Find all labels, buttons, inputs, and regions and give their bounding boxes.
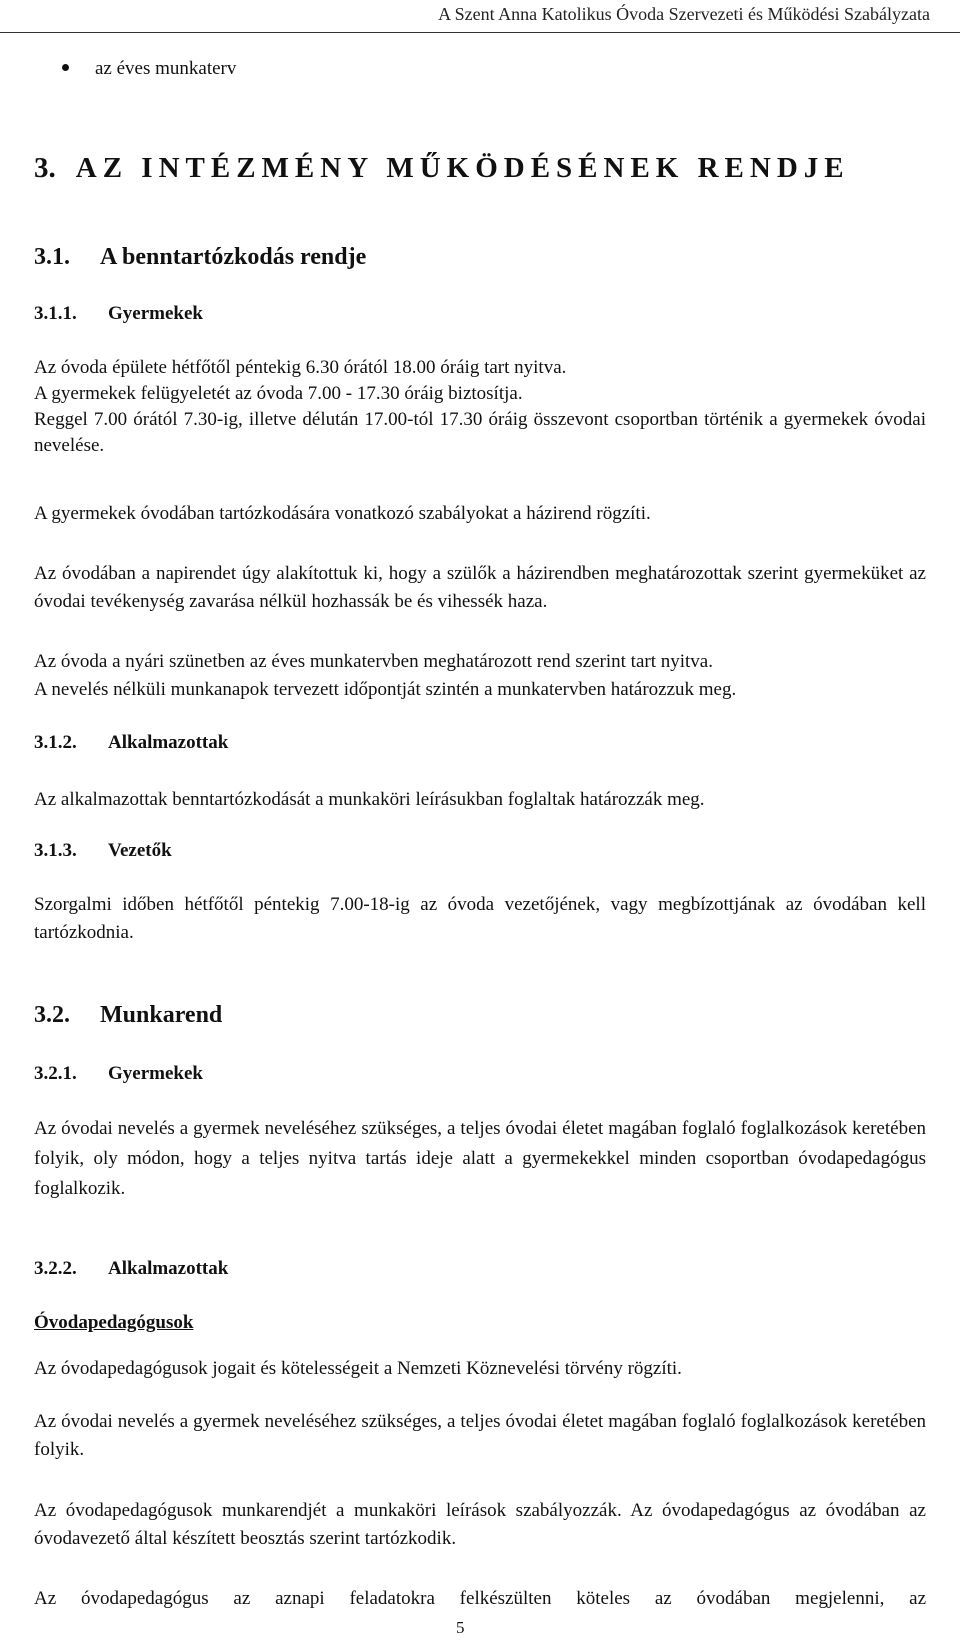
paragraph-teacher-schedule: Az óvodapedagógusok munkarendjét a munkaköri leírások szabályozzák. Az óvodapedagógus az óvodában az óvodavezető által készített beosztás szerint tartózkodik. [34,1500,926,1549]
text-line: Reggel 7.00 órától 7.30-ig, illetve délután 17.00-tól 17.30 óráig összevont csoportban történik a gyermekek óvodai nevelése. [34,409,926,456]
paragraph-opening-hours [34,355,926,459]
bullet-item [62,58,236,80]
text-line: A nevelés nélküli munkanapok tervezett időpontját szintén a munkatervben határozzuk meg. [34,679,737,700]
page-number: 5 [456,1618,465,1637]
subsection-number: 3.1.3. [34,840,77,861]
text-line: A gyermekek felügyeletét az óvoda 7.00 - 17.30 óráig biztosítja. [34,383,523,404]
subsection-number: 3.1.2. [34,732,77,753]
subsection-title: Gyermekek [108,303,203,324]
paragraph-children-work: Az óvodai nevelés a gyermek neveléséhez szükséges, a teljes óvodai életet magában foglaló foglalkozások keretében folyik, oly módon, hogy a teljes nyitva tartás ideje alatt a gyermekekkel minden csoportban óvodapedagógus foglalkozik. [34,1118,926,1199]
subsection-number: 3.1.1. [34,303,77,324]
bullet-text: az éves munkaterv [95,58,237,79]
text-line: Az óvoda épülete hétfőtől péntekig 6.30 órától 18.00 óráig tart nyitva. [34,357,567,378]
chapter-title: AZ INTÉZMÉNY MŰKÖDÉSÉNEK RENDJE [75,152,850,184]
text-line: Az óvoda a nyári szünetben az éves munkatervben meghatározott rend szerint tart nyitva. [34,651,713,672]
subsection-heading-3-2-2 [34,1258,228,1280]
section-heading-3-2 [34,1002,222,1029]
running-header: A Szent Anna Katolikus Óvoda Szervezeti és Működési Szabályzata [438,4,930,24]
bullet-icon [62,64,69,71]
subsection-title: Vezetők [108,840,172,861]
paragraph-teacher-rights: Az óvodapedagógusok jogait és kötelességeit a Nemzeti Köznevelési törvény rögzíti. [34,1358,682,1379]
subsection-heading-3-1-2 [34,732,228,754]
header-rule [0,32,960,33]
section-number: 3.2. [34,1002,70,1028]
paragraph-daily-schedule: Az óvodában a napirendet úgy alakítottuk ki, hogy a szülők a házirendben meghatározottak szerint gyermeküket az óvodai tevékenység zavarása nélkül hozhassák be és vihessék haza. [34,563,926,612]
paragraph-teacher-preparation: Az óvodapedagógus az aznapi feladatokra felkészülten köteles az óvodában megjelenni, az [34,1588,926,1609]
subsection-title: Alkalmazottak [108,1258,229,1279]
paragraph-summer [34,648,926,704]
subsection-heading-3-1-1 [34,303,203,325]
subsection-number: 3.2.2. [34,1258,77,1279]
chapter-heading [34,152,850,185]
paragraph-house-rules: A gyermekek óvodában tartózkodására vonatkozó szabályokat a házirend rögzíti. [34,503,651,524]
subsection-number: 3.2.1. [34,1063,77,1084]
section-title: A benntartózkodás rendje [100,244,367,270]
subsection-heading-3-2-1 [34,1063,203,1085]
subsection-heading-3-1-3 [34,840,172,862]
paragraph-leaders: Szorgalmi időben hétfőtől péntekig 7.00-18-ig az óvoda vezetőjének, vagy megbízottjának az óvodában kell tartózkodnia. [34,894,926,943]
section-title: Munkarend [100,1002,223,1028]
subsection-title: Gyermekek [108,1063,203,1084]
section-number: 3.1. [34,244,70,270]
paragraph-staff: Az alkalmazottak benntartózkodását a munkaköri leírásukban foglaltak határozzák meg. [34,789,705,810]
paragraph-teacher-education: Az óvodai nevelés a gyermek neveléséhez szükséges, a teljes óvodai életet magában foglaló foglalkozások keretében folyik. [34,1411,926,1460]
chapter-number: 3. [34,152,56,184]
subheading-teachers: Óvodapedagógusok [34,1312,194,1333]
subsection-title: Alkalmazottak [108,732,229,753]
section-heading-3-1 [34,244,366,271]
